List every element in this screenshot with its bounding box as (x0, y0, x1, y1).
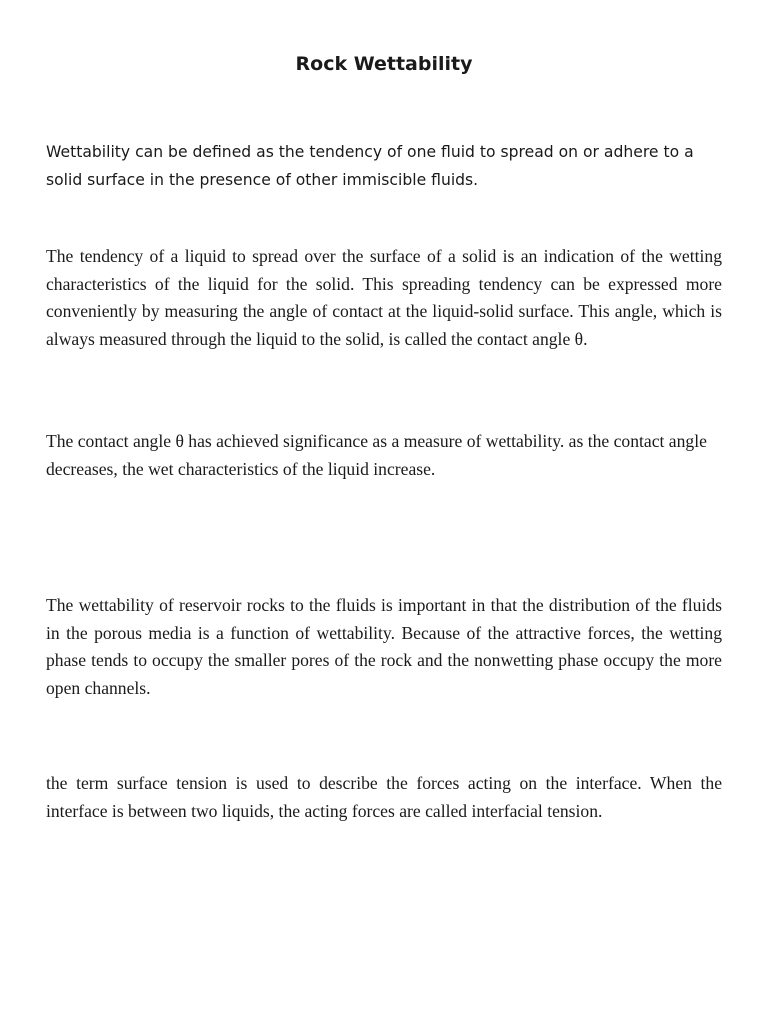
paragraph-surface-tension: the term surface tension is used to describe the forces acting on the interface. When the interface is between two liquids, the acting forces are called interfacial tension. (46, 773, 722, 821)
paragraph-wettability-definition: Wettability can be defined as the tendency of one fluid to spread on or adhere to a solid surface in the presence of other immiscible fluids. (46, 143, 694, 189)
paragraph-spreading-tendency: The tendency of a liquid to spread over the surface of a solid is an indication of the wetting characteristics of the liquid for the solid. This spreading tendency can be expressed more conveniently by measuring the angle of contact at the liquid-solid surface. This angle, which is always measured through the liquid to the solid, is called the contact angle θ. (46, 246, 722, 349)
paragraph-contact-angle: The contact angle θ has achieved significance as a measure of wettability. as the contact angle decreases, the wet characteristics of the liquid increase. (46, 431, 707, 479)
document-title: Rock Wettability (295, 53, 473, 75)
paragraph-reservoir-wettability: The wettability of reservoir rocks to the fluids is important in that the distribution of the fluids in the porous media is a function of wettability. Because of the attractive forces, the wetting phase tends to occupy the smaller pores of the rock and the nonwetting phase occupy the more open channels. (46, 595, 722, 698)
